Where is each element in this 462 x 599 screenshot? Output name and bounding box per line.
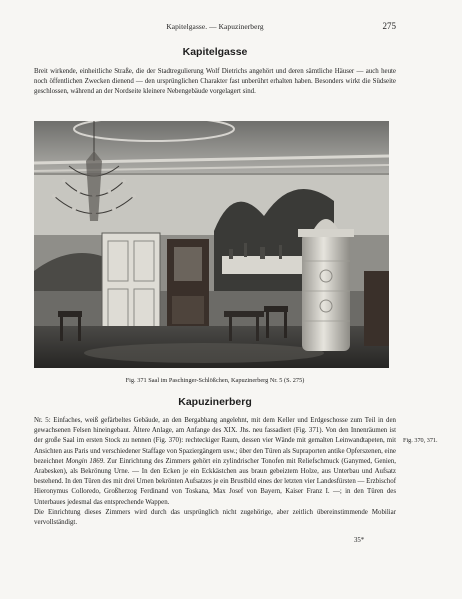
section-heading-kapuzinerberg: Kapuzinerberg	[178, 396, 252, 408]
running-title: Kapitelgasse. — Kapuzinerberg	[166, 22, 264, 31]
section-heading-kapitelgasse: Kapitelgasse	[182, 46, 248, 58]
page-number: 275	[382, 21, 396, 31]
running-header	[34, 21, 396, 33]
inscription-text: Mongin 1869	[65, 457, 104, 465]
paragraph-text-part-2: . Zur Einrichtung des Zimmers gehört ein zylindrischer Tonofen mit Reliefschmuck (Ganymed, Genien, Arabesken), als Bekrönung Urne. — In den Ecken je ein Eckkästchen aus braun gebeiztem Holze, aus Unterbau und Aufsatz bestehend. In den Türen des mit drei Urnen bekrönten Aufsatzes je ein Brustbild eines der letzten vier Landesfürsten — Erzbischof Hieronymus Colloredo, Großherzog Ferdinand von Toskana, Max Josef von Bayern, Kaiser Franz I. —; in den Türen des Unterbaues jedesmal das entsprechende Wappen.	[34, 457, 396, 506]
figure-caption: Fig. 371 Saal im Paschinger-Schlößchen, Kapuzinerberg Nr. 5 (S. 275)	[125, 377, 305, 384]
kapuzinerberg-paragraph	[34, 416, 396, 508]
kapuzinerberg-paragraph-2: Die Einrichtung dieses Zimmers wird durch das ursprünglich nicht zugehörige, aber zeitlich übereinstimmende Mobiliar vervollständigt.	[34, 509, 396, 527]
paragraph-text-part-1: Nr. 5: Einfaches, weiß gefärbeltes Gebäude, an den Bergabhang angelehnt, mit dem Keller und Erdgeschosse zum Teil in den gewachsenen Felsen hineingebaut. Ältere Anlage, am Anfange des XIX. Jhs. neu fassadiert (Fig. 371). Von den Innenräumen ist der große Saal im ersten Stock zu nennen (Fig. 370): rechteckiger Raum, dessen vier Wände mit gemalten Leinwandtapeten, mit Ansichten aus Paris und verschiedener Staffage von Spaziergängern usw.; über den Türen als Supraporten antike Opferszenen, eine bezeichnet	[34, 417, 396, 465]
figure-371-photo	[34, 121, 389, 368]
kapitelgasse-paragraph: Breit wirkende, einheitliche Straße, die der Stadtregulierung Wolf Dietrichs angehört und deren sämtliche Häuser — auch heute noch öffentlichen Zwecken dienend — den ursprünglichen Charakter fast unberührt erhalten haben. Besonders wirkt die Südseite geschlossen, während an der Nordseite kleinere Nebengebäude vorgelagert sind.	[34, 68, 396, 96]
signature-mark: 35*	[354, 537, 365, 544]
margin-figure-reference: Fig. 370, 371.	[403, 437, 438, 444]
